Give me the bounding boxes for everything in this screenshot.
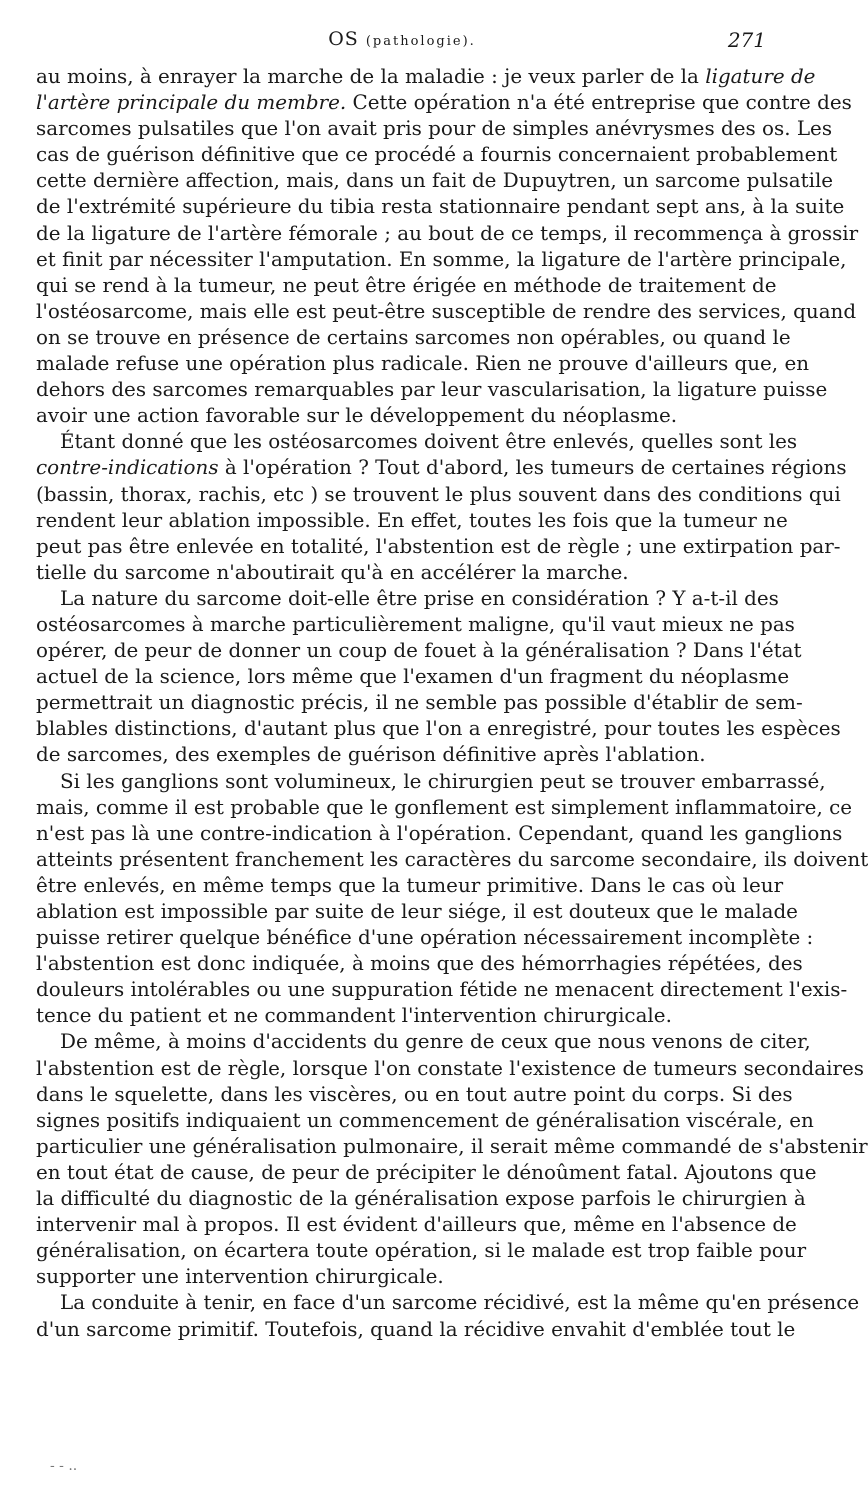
text-run: douleurs intolérables ou une suppuration fétide ne menacent directement l'exis- [36,978,848,1002]
text-run: atteints présentent franchement les caractères du sarcome secondaire, ils doivent [36,847,868,871]
text-run: l'abstention est de règle, lorsque l'on constate l'existence de tumeurs secondaires [36,1056,864,1080]
text-run: De même, à moins d'accidents du genre de ceux que nous venons de citer, [60,1030,811,1054]
text-line [36,951,803,977]
text-line [36,821,843,847]
text-line [36,482,841,508]
text-line [36,1082,793,1108]
text-line [36,1264,768,1290]
italic-text: contre-indications [36,456,219,480]
text-line [36,1029,811,1055]
text-line [36,899,798,925]
text-run: Si les ganglions sont volumineux, le chirurgien peut se trouver embarrassé, [60,769,826,793]
page-header [36,28,768,58]
text-line [36,925,814,951]
text-run: en tout état de cause, de peur de précipiter le dénoûment fatal. Ajoutons que [36,1160,817,1184]
paragraph [36,429,847,586]
page-number: 271 [727,28,766,52]
text-run: de la ligature de l'artère fémorale ; au bout de ce temps, il recommença à grossir [36,221,859,245]
text-line [36,638,802,664]
text-run: Cette opération n'a été entreprise que contre des [346,91,852,115]
running-head-title: OS [328,28,359,50]
text-run: Étant donné que les ostéosarcomes doivent être enlevés, quelles sont les [60,430,798,454]
text-line [36,221,859,247]
text-line [36,690,803,716]
text-line [36,429,798,455]
text-run: (bassin, thorax, rachis, etc ) se trouvent le plus souvent dans des conditions qui [36,482,841,506]
text-run: puisse retirer quelque bénéfice d'une opération nécessairement incomplète : [36,926,814,950]
text-line [36,403,768,429]
text-line [36,194,845,220]
italic-text: l'artère principale du membre. [36,91,347,115]
text-run: l'abstention est donc indiquée, à moins que des hémorrhagies répétées, des [36,952,803,976]
text-line [36,560,768,586]
text-run: mais, comme il est probable que le gonflement est simplement inflammatoire, ce [36,795,853,819]
text-line [36,742,768,768]
text-run: blables distinctions, d'autant plus que l'on a enregistré, pour toutes les espèces [36,717,841,741]
text-run: on se trouve en présence de certains sarcomes non opérables, ou quand le [36,325,791,349]
text-run: et finit par nécessiter l'amputation. En somme, la ligature de l'artère principale, [36,247,847,271]
text-run: sarcomes pulsatiles que l'on avait pris pour de simples anévrysmes des os. Les [36,117,833,141]
text-run: cas de guérison définitive que ce procédé a fournis concernaient probablement [36,143,838,167]
text-line [36,769,826,795]
text-line [36,847,868,873]
paragraph [36,1290,860,1342]
text-run: malade refuse une opération plus radicale. Rien ne prouve d'ailleurs que, en [36,352,810,376]
text-run: n'est pas là une contre-indication à l'opération. Cependant, quand les ganglions [36,821,843,845]
paragraph [36,769,868,1030]
text-run: la difficulté du diagnostic de la généralisation expose parfois le chirurgien à [36,1187,806,1211]
italic-text: ligature de [705,65,816,88]
text-line [36,534,841,560]
text-line [36,1290,860,1316]
text-run: dans le squelette, dans les viscères, ou en tout autre point du corps. Si des [36,1082,793,1106]
text-line [36,351,810,377]
text-run: ostéosarcomes à marche particulièrement maligne, qu'il vaut mieux ne pas [36,612,795,636]
text-run: tielle du sarcome n'aboutirait qu'à en accélérer la marche. [36,560,629,584]
text-run: de l'extrémité supérieure du tibia resta stationnaire pendant sept ans, à la suite [36,195,845,219]
text-line [36,1238,807,1264]
text-line [36,90,852,116]
footer-marks: - - .. [50,1458,78,1474]
text-run: intervenir mal à propos. Il est évident d'ailleurs que, même en l'absence de [36,1213,797,1237]
paragraph [36,64,859,429]
text-run: actuel de la science, lors même que l'examen d'un fragment du néoplasme [36,665,790,689]
text-line [36,273,777,299]
text-line [36,1186,806,1212]
text-line [36,1108,814,1134]
text-line [36,612,795,638]
text-run: à l'opération ? Tout d'abord, les tumeurs de certaines régions [218,456,847,480]
paragraph [36,1029,868,1290]
text-line [36,795,853,821]
paragraph [36,586,841,769]
text-run: permettrait un diagnostic précis, il ne semble pas possible d'établir de sem- [36,691,803,715]
text-line [36,455,847,481]
text-line [36,508,788,534]
text-line [36,977,848,1003]
text-run: de sarcomes, des exemples de guérison définitive après l'ablation. [36,743,706,767]
text-line [36,716,841,742]
text-run: tence du patient et ne commandent l'intervention chirurgicale. [36,1004,672,1028]
text-run: particulier une généralisation pulmonaire, il serait même commandé de s'abstenir [36,1134,868,1158]
text-line [36,586,779,612]
text-line [36,1134,868,1160]
running-head [36,28,768,50]
text-line [36,64,816,90]
text-line [36,142,838,168]
text-run: généralisation, on écartera toute opération, si le malade est trop faible pour [36,1239,807,1263]
text-run: cette dernière affection, mais, dans un fait de Dupuytren, un sarcome pulsatile [36,169,834,193]
text-line [36,873,784,899]
running-head-subtitle: (pathologie). [365,34,476,49]
text-line [36,116,833,142]
text-line [36,1003,768,1029]
body-text [36,64,868,1343]
text-line [36,325,791,351]
text-run: au moins, à enrayer la marche de la maladie : je veux parler de la [36,65,706,88]
text-run: signes positifs indiquaient un commencement de généralisation viscérale, en [36,1108,814,1132]
text-run: dehors des sarcomes remarquables par leur vascularisation, la ligature puisse [36,378,828,402]
text-line [36,1160,817,1186]
text-line [36,1056,864,1082]
text-run: avoir une action favorable sur le développement du néoplasme. [36,404,678,428]
text-line [36,168,834,194]
text-line [36,664,790,690]
text-run: qui se rend à la tumeur, ne peut être érigée en méthode de traitement de [36,273,777,297]
text-run: d'un sarcome primitif. Toutefois, quand la récidive envahit d'emblée tout le [36,1317,796,1341]
text-line [36,247,847,273]
text-line [36,1317,796,1343]
text-run: l'ostéosarcome, mais elle est peut-être susceptible de rendre des services, quand [36,299,857,323]
text-run: être enlevés, en même temps que la tumeur primitive. Dans le cas où leur [36,873,784,897]
text-run: ablation est impossible par suite de leur siége, il est douteux que le malade [36,900,798,923]
text-run: supporter une intervention chirurgicale. [36,1265,444,1289]
text-run: peut pas être enlevée en totalité, l'abstention est de règle ; une extirpation par- [36,534,841,558]
text-line [36,377,828,403]
text-line [36,299,857,325]
text-run: La conduite à tenir, en face d'un sarcome récidivé, est la même qu'en présence [60,1291,860,1315]
text-run: opérer, de peur de donner un coup de fouet à la généralisation ? Dans l'état [36,639,802,663]
text-line [36,1212,797,1238]
text-run: rendent leur ablation impossible. En effet, toutes les fois que la tumeur ne [36,508,788,532]
text-run: La nature du sarcome doit-elle être prise en considération ? Y a-t-il des [60,586,779,610]
